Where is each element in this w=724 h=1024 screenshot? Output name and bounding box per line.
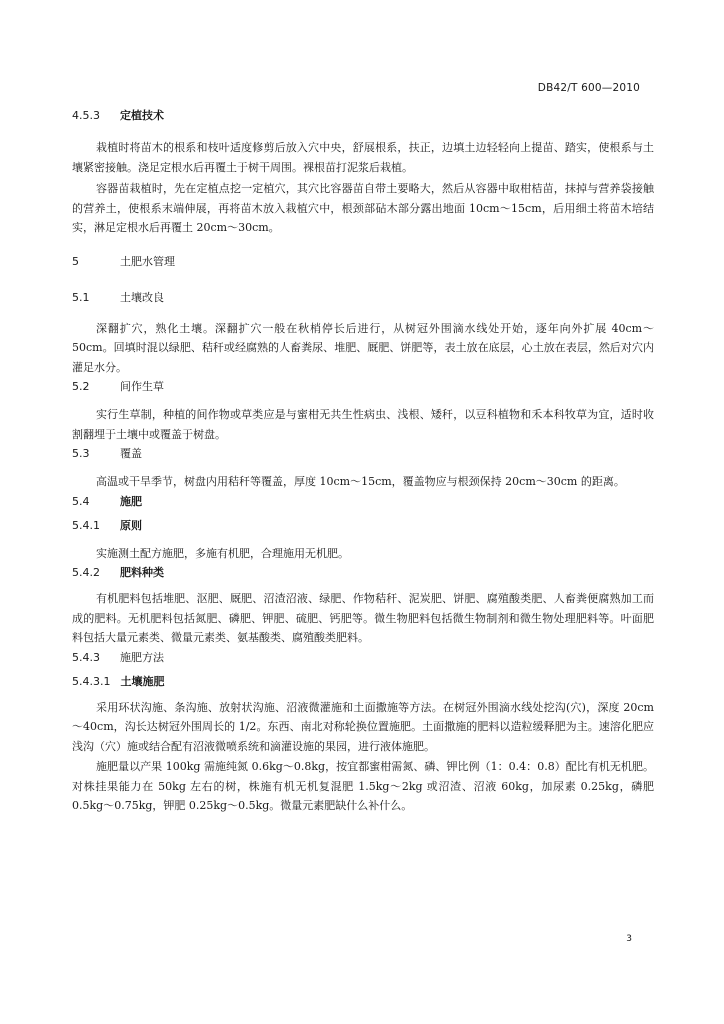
section-number: 5.4.1: [72, 518, 100, 532]
section-title: 施肥: [120, 494, 142, 508]
section-title: 土肥水管理: [120, 254, 175, 268]
paragraph: 深翻扩穴，熟化土壤。深翻扩穴一般在秋梢停长后进行，从树冠外围滴水线处开始，逐年向外扩展 40cm～50cm。回填时混以绿肥、秸秆或经腐熟的人畜粪尿、堆肥、厩肥、饼肥等，表土放在底层，心土放在表层，然后对穴内灌足水分。: [72, 321, 654, 374]
section-heading: [72, 290, 654, 306]
section-heading: [72, 494, 654, 510]
paragraph: 有机肥料包括堆肥、沤肥、厩肥、沼渣沼液、绿肥、作物秸秆、泥炭肥、饼肥、腐殖酸类肥、人畜粪便腐熟加工而成的肥料。无机肥料包括氮肥、磷肥、钾肥、硫肥、钙肥等。微生物肥料包括微生物制剂和微生物处理肥料等。叶面肥料包括大量元素类、微量元素类、氨基酸类、腐殖酸类肥料。: [72, 592, 654, 644]
section-heading: [72, 254, 654, 270]
section-title: 原则: [120, 518, 142, 532]
paragraph: 实行生草制，种植的间作物或草类应是与蜜柑无共生性病虫、浅根、矮秆，以豆科植物和禾本科牧草为宜，适时收割翻埋于土壤中或覆盖于树盘。: [72, 408, 654, 441]
section-number: 5.4.2: [72, 566, 100, 579]
paragraph: 栽植时将苗木的根系和枝叶适度修剪后放入穴中央，舒展根系，扶正，边填土边轻轻向上提苗、踏实，使根系与土壤紧密接触。浇足定根水后再覆土于树干周围。裸根苗打泥浆后栽植。: [72, 141, 654, 174]
section-heading: [72, 674, 654, 690]
section-title: 土壤改良: [120, 290, 164, 304]
section-heading: [72, 518, 654, 534]
section-heading: [72, 446, 654, 462]
section-number: 5.4: [72, 494, 90, 508]
section-number: 5: [72, 254, 79, 268]
section-number: 5.4.3: [72, 650, 100, 664]
section-title: 定植技术: [120, 109, 164, 122]
section-title: 施肥方法: [120, 650, 164, 664]
section-heading: [72, 650, 654, 666]
section-heading: [72, 565, 654, 581]
paragraph: 施肥量以产果 100kg 需施纯氮 0.6kg～0.8kg，按宜都蜜柑需氮、磷、钾比例（1：0.4：0.8）配比有机无机肥。对株挂果能力在 50kg 左右的树，株施有机无机复混肥 1.5kg～2kg 或沼渣、沼液 60kg，加尿素 0.25kg，磷肥 0.5kg～0.75kg，钾肥 0.25kg～0.5kg。微量元素肥缺什么补什么。: [72, 760, 654, 812]
section-title: 土壤施肥: [120, 674, 165, 688]
paragraph: 采用环状沟施、条沟施、放射状沟施、沼液微灌施和土面撒施等方法。在树冠外围滴水线处挖沟(穴)，深度 20cm～40cm，沟长达树冠外围周长的 1/2。东西、南北对称轮换位置施肥。土面撒施的肥料以造粒缓释肥为主。速溶化肥应浅沟（穴）施或结合配有沼液微喷系统和滴灌设施的果园，进行液体施肥。: [72, 700, 654, 753]
section-heading: [72, 379, 654, 395]
section-number: 5.1: [72, 290, 90, 304]
section-number: 5.4.3.1: [72, 674, 111, 688]
paragraph: 容器苗栽植时，先在定植点挖一定植穴，其穴比容器苗自带土要略大，然后从容器中取柑桔苗，抹掉与营养袋接触的营养土，使根系末端伸展，再将苗木放入栽植穴中，根颈部砧木部分露出地面 10cm～15cm，后用细土将苗木培结实，淋足定根水后再覆土 20cm～30cm。: [72, 182, 654, 234]
section-heading: [72, 108, 654, 124]
paragraph: 高温或干旱季节，树盘内用秸秆等覆盖，厚度 10cm～15cm，覆盖物应与根颈保持 20cm～30cm 的距离。: [96, 475, 625, 488]
section-title: 间作生草: [120, 380, 164, 393]
section-number: 5.3: [72, 447, 90, 460]
section-number: 5.2: [72, 380, 90, 393]
section-title: 肥料种类: [120, 566, 164, 579]
section-number: 4.5.3: [72, 109, 100, 122]
page-number: 3: [626, 934, 632, 944]
paragraph: 实施测土配方施肥，多施有机肥，合理施用无机肥。: [96, 546, 349, 560]
document-body: [72, 108, 654, 822]
section-title: 覆盖: [120, 447, 142, 460]
document-code: DB42/T 600—2010: [537, 82, 640, 94]
